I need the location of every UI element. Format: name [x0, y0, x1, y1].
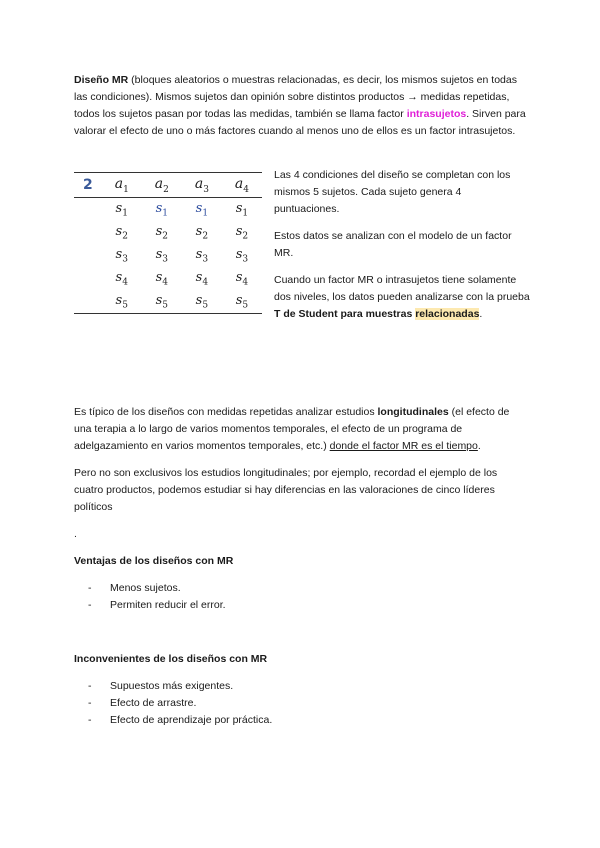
cell: $s_4$ [155, 269, 169, 288]
cell: $s_1$ [115, 200, 128, 219]
cell: $s_2$ [195, 223, 209, 242]
table-row [74, 267, 262, 290]
t-student-bold: T de Student para muestras [274, 308, 416, 320]
longitudinal-text-2: (el efecto de una terapia a lo largo de varios momentos temporales, el efecto de un programa de adelgazamiento en varios momentos temporales, etc.) [74, 406, 510, 452]
list-item: - Menos sujetos. [84, 580, 226, 597]
cell: $s_2$ [155, 223, 169, 242]
cell: $s_5$ [182, 290, 222, 314]
cell: $s_3$ [155, 246, 169, 265]
intro-text-1: (bloques aleatorios o muestras relacionadas, es decir, los mismos sujetos en todas las condiciones). Mismos sujetos dan opinión sobre distintos productos → medidas repetidas, todos los sujetos pasan por todas las medidas, también se llama factor [74, 74, 517, 120]
cell: $s_3$ [235, 246, 249, 265]
cell: $s_5$ [142, 290, 182, 314]
table-row [74, 244, 262, 267]
intro-paragraph [74, 72, 526, 140]
design-table-header [74, 173, 262, 198]
cell: $s_1$ [235, 200, 249, 219]
cell: $s_4$ [235, 269, 249, 288]
design-label: 2 [74, 173, 102, 198]
disadvantages-title: Inconvenientes de los diseños con MR [74, 653, 268, 665]
cell: $s_2$ [235, 223, 249, 242]
cell: $s_1$ [155, 200, 169, 219]
longitudinal-text-1: Es típico de los diseños con medidas repetidas analizar estudios [74, 406, 378, 418]
side-p3-end: . [479, 308, 483, 320]
stray-dot: . [74, 528, 77, 540]
relacionadas-highlight: relacionadas [415, 308, 480, 320]
list-item: - Permiten reducir el error. [84, 597, 226, 614]
cell: $s_4$ [195, 269, 209, 288]
longitudinales-bold: longitudinales [377, 406, 449, 418]
table-row [74, 198, 262, 222]
disadvantages-list [84, 678, 272, 729]
cell: $s_3$ [195, 246, 209, 265]
cell: $s_1$ [195, 200, 209, 219]
longitudinal-paragraph [74, 404, 528, 455]
intro-title: Diseño MR [74, 74, 129, 86]
cell: $s_2$ [115, 223, 128, 242]
list-item: - Efecto de aprendizaje por práctica. [84, 712, 272, 729]
design-table [74, 172, 262, 314]
table-row [74, 290, 262, 314]
header-a3: $a_3$ [182, 173, 222, 198]
list-item: - Efecto de arrastre. [84, 695, 272, 712]
header-a1: $a_1$ [102, 173, 142, 198]
side-paragraph-2: Estos datos se analizan con el modelo de un factor MR. [274, 230, 512, 259]
cell: $s_5$ [222, 290, 262, 314]
side-paragraph-3 [274, 272, 530, 323]
header-a4: $a_4$ [222, 173, 262, 198]
cell: $s_5$ [102, 290, 142, 314]
factor-tiempo-underline: donde el factor MR es el tiempo [329, 440, 478, 452]
table-row [74, 221, 262, 244]
exclusive-paragraph: Pero no son exclusivos los estudios longitudinales; por ejemplo, recordad el ejemplo de los cuatro productos, podemos estudiar si hay diferencias en las valoraciones de cinco líderes políticos [74, 467, 498, 513]
intrasujetos-highlight: intrasujetos [406, 108, 467, 120]
advantages-list [84, 580, 226, 614]
longitudinal-end: . [477, 440, 481, 452]
cell: $s_3$ [115, 246, 128, 265]
header-a2: $a_2$ [142, 173, 182, 198]
side-p3-text: Cuando un factor MR o intrasujetos tiene solamente dos niveles, los datos pueden analizarse con la prueba [274, 274, 530, 303]
cell: $s_4$ [115, 269, 128, 288]
side-paragraph-1: Las 4 condiciones del diseño se completan con los mismos 5 sujetos. Cada sujeto genera 4 puntuaciones. [274, 169, 511, 215]
list-item: - Supuestos más exigentes. [84, 678, 272, 695]
advantages-title: Ventajas de los diseños con MR [74, 555, 234, 567]
intro-text-2: . Sirven para valorar el efecto de uno o más factores cuando al menos uno de ellos es un factor intrasujetos. [74, 108, 526, 137]
